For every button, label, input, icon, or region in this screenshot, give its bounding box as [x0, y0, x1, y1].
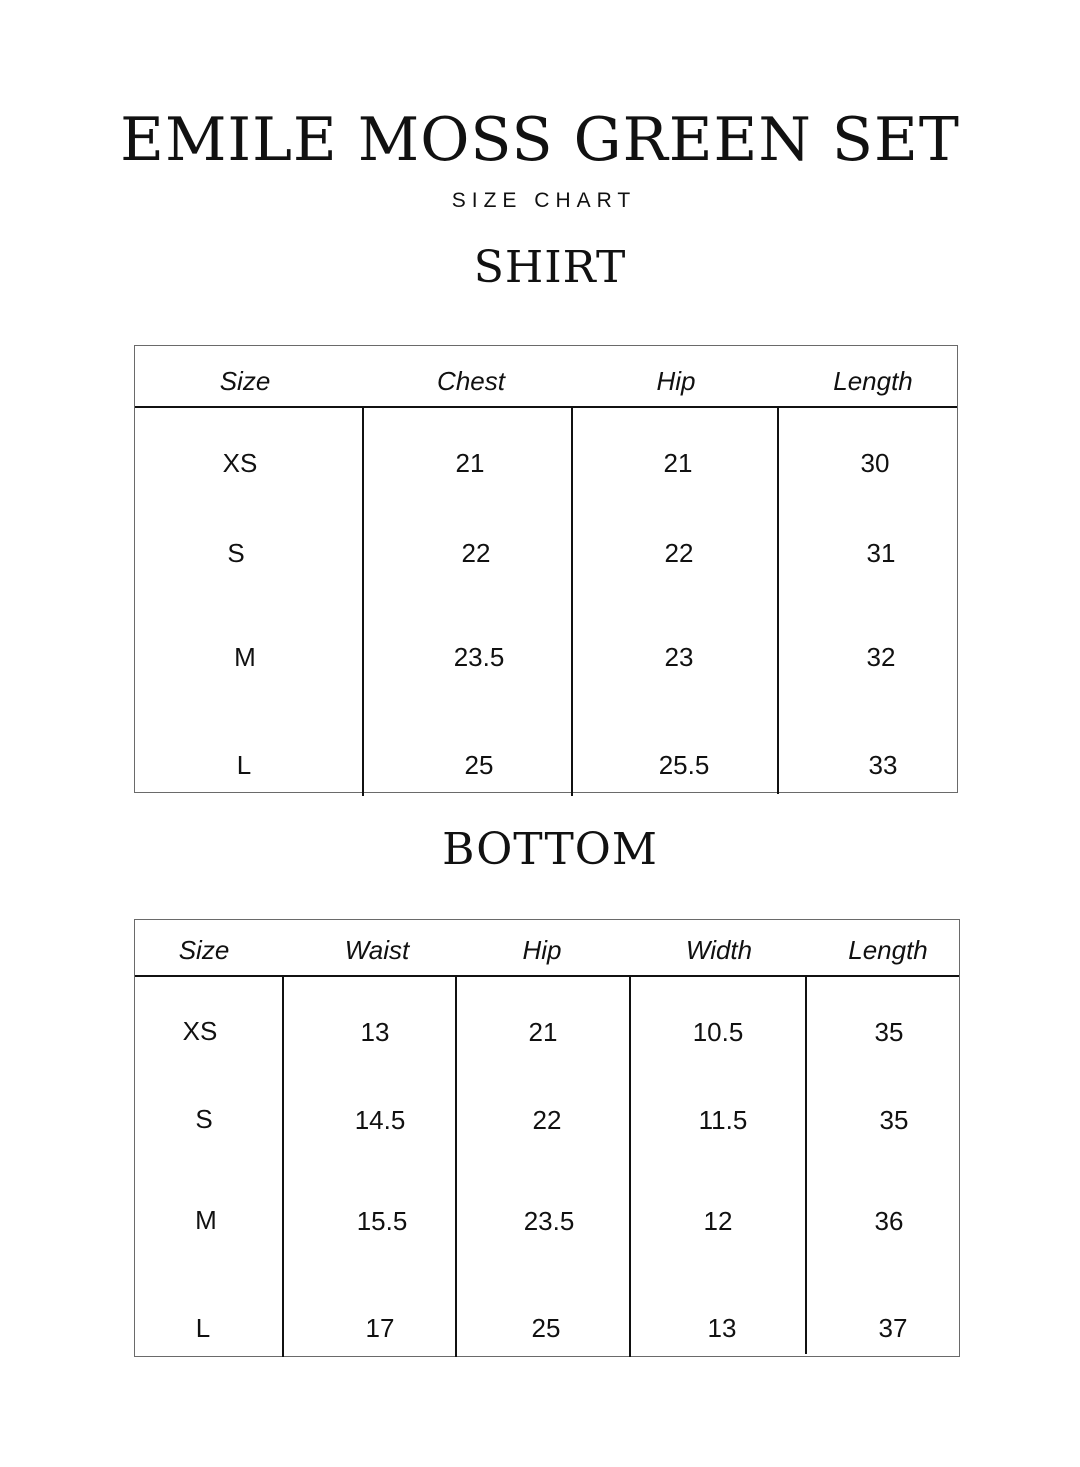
shirt-cell-hip: 21	[663, 448, 693, 478]
shirt-section-title: SHIRT	[473, 242, 627, 293]
page-subtitle: SIZE CHART	[451, 189, 637, 212]
bottom-column-divider	[805, 976, 807, 1354]
bottom-cell-length: 35	[879, 1105, 909, 1135]
bottom-cell-size: L	[195, 1313, 211, 1343]
shirt-cell-length: 33	[868, 750, 898, 780]
bottom-header-length: Length	[848, 935, 928, 965]
page-title: EMILE MOSS GREEN SET	[120, 105, 960, 175]
shirt-column-divider	[777, 407, 779, 794]
bottom-header-size: Size	[178, 935, 230, 965]
bottom-cell-size: M	[195, 1205, 217, 1235]
bottom-column-divider	[455, 976, 457, 1357]
bottom-header-width: Width	[685, 935, 753, 965]
bottom-cell-length: 37	[878, 1313, 908, 1343]
bottom-cell-width: 10.5	[692, 1017, 744, 1047]
bottom-column-divider	[629, 976, 631, 1357]
bottom-cell-size: XS	[182, 1016, 218, 1046]
shirt-cell-length: 31	[866, 538, 896, 568]
bottom-cell-hip: 25	[531, 1313, 561, 1343]
bottom-size-table	[134, 919, 960, 1357]
bottom-header-waist: Waist	[344, 935, 410, 965]
shirt-header-size: Size	[219, 366, 271, 396]
shirt-header-hip: Hip	[656, 366, 696, 396]
bottom-cell-hip: 23.5	[523, 1206, 575, 1236]
bottom-cell-waist: 13	[360, 1017, 390, 1047]
shirt-cell-chest: 22	[461, 538, 491, 568]
shirt-cell-hip: 25.5	[658, 750, 710, 780]
shirt-header-chest: Chest	[437, 366, 505, 396]
bottom-cell-width: 12	[703, 1206, 733, 1236]
shirt-cell-hip: 22	[664, 538, 694, 568]
bottom-cell-waist: 15.5	[356, 1206, 408, 1236]
shirt-cell-chest: 23.5	[453, 642, 505, 672]
shirt-header-divider	[135, 406, 957, 408]
shirt-cell-size: S	[227, 538, 245, 568]
bottom-cell-hip: 22	[532, 1105, 562, 1135]
bottom-cell-hip: 21	[528, 1017, 558, 1047]
bottom-column-divider	[282, 976, 284, 1357]
bottom-cell-width: 11.5	[698, 1105, 748, 1135]
shirt-cell-size: M	[234, 642, 256, 672]
shirt-cell-chest: 25	[464, 750, 494, 780]
shirt-cell-length: 30	[860, 448, 890, 478]
shirt-header-length: Length	[833, 366, 913, 396]
bottom-cell-waist: 17	[365, 1313, 395, 1343]
shirt-cell-length: 32	[866, 642, 896, 672]
shirt-cell-size: XS	[222, 448, 258, 478]
shirt-cell-chest: 21	[455, 448, 485, 478]
shirt-column-divider	[571, 407, 573, 796]
bottom-section-title: BOTTOM	[442, 824, 658, 875]
bottom-cell-length: 35	[874, 1017, 904, 1047]
bottom-header-hip: Hip	[522, 935, 562, 965]
bottom-cell-size: S	[195, 1104, 213, 1134]
shirt-cell-size: L	[236, 750, 252, 780]
shirt-column-divider	[362, 407, 364, 796]
shirt-cell-hip: 23	[664, 642, 694, 672]
bottom-cell-width: 13	[707, 1313, 737, 1343]
shirt-size-table	[134, 345, 958, 793]
bottom-header-divider	[135, 975, 959, 977]
bottom-cell-waist: 14.5	[354, 1105, 406, 1135]
bottom-cell-length: 36	[874, 1206, 904, 1236]
